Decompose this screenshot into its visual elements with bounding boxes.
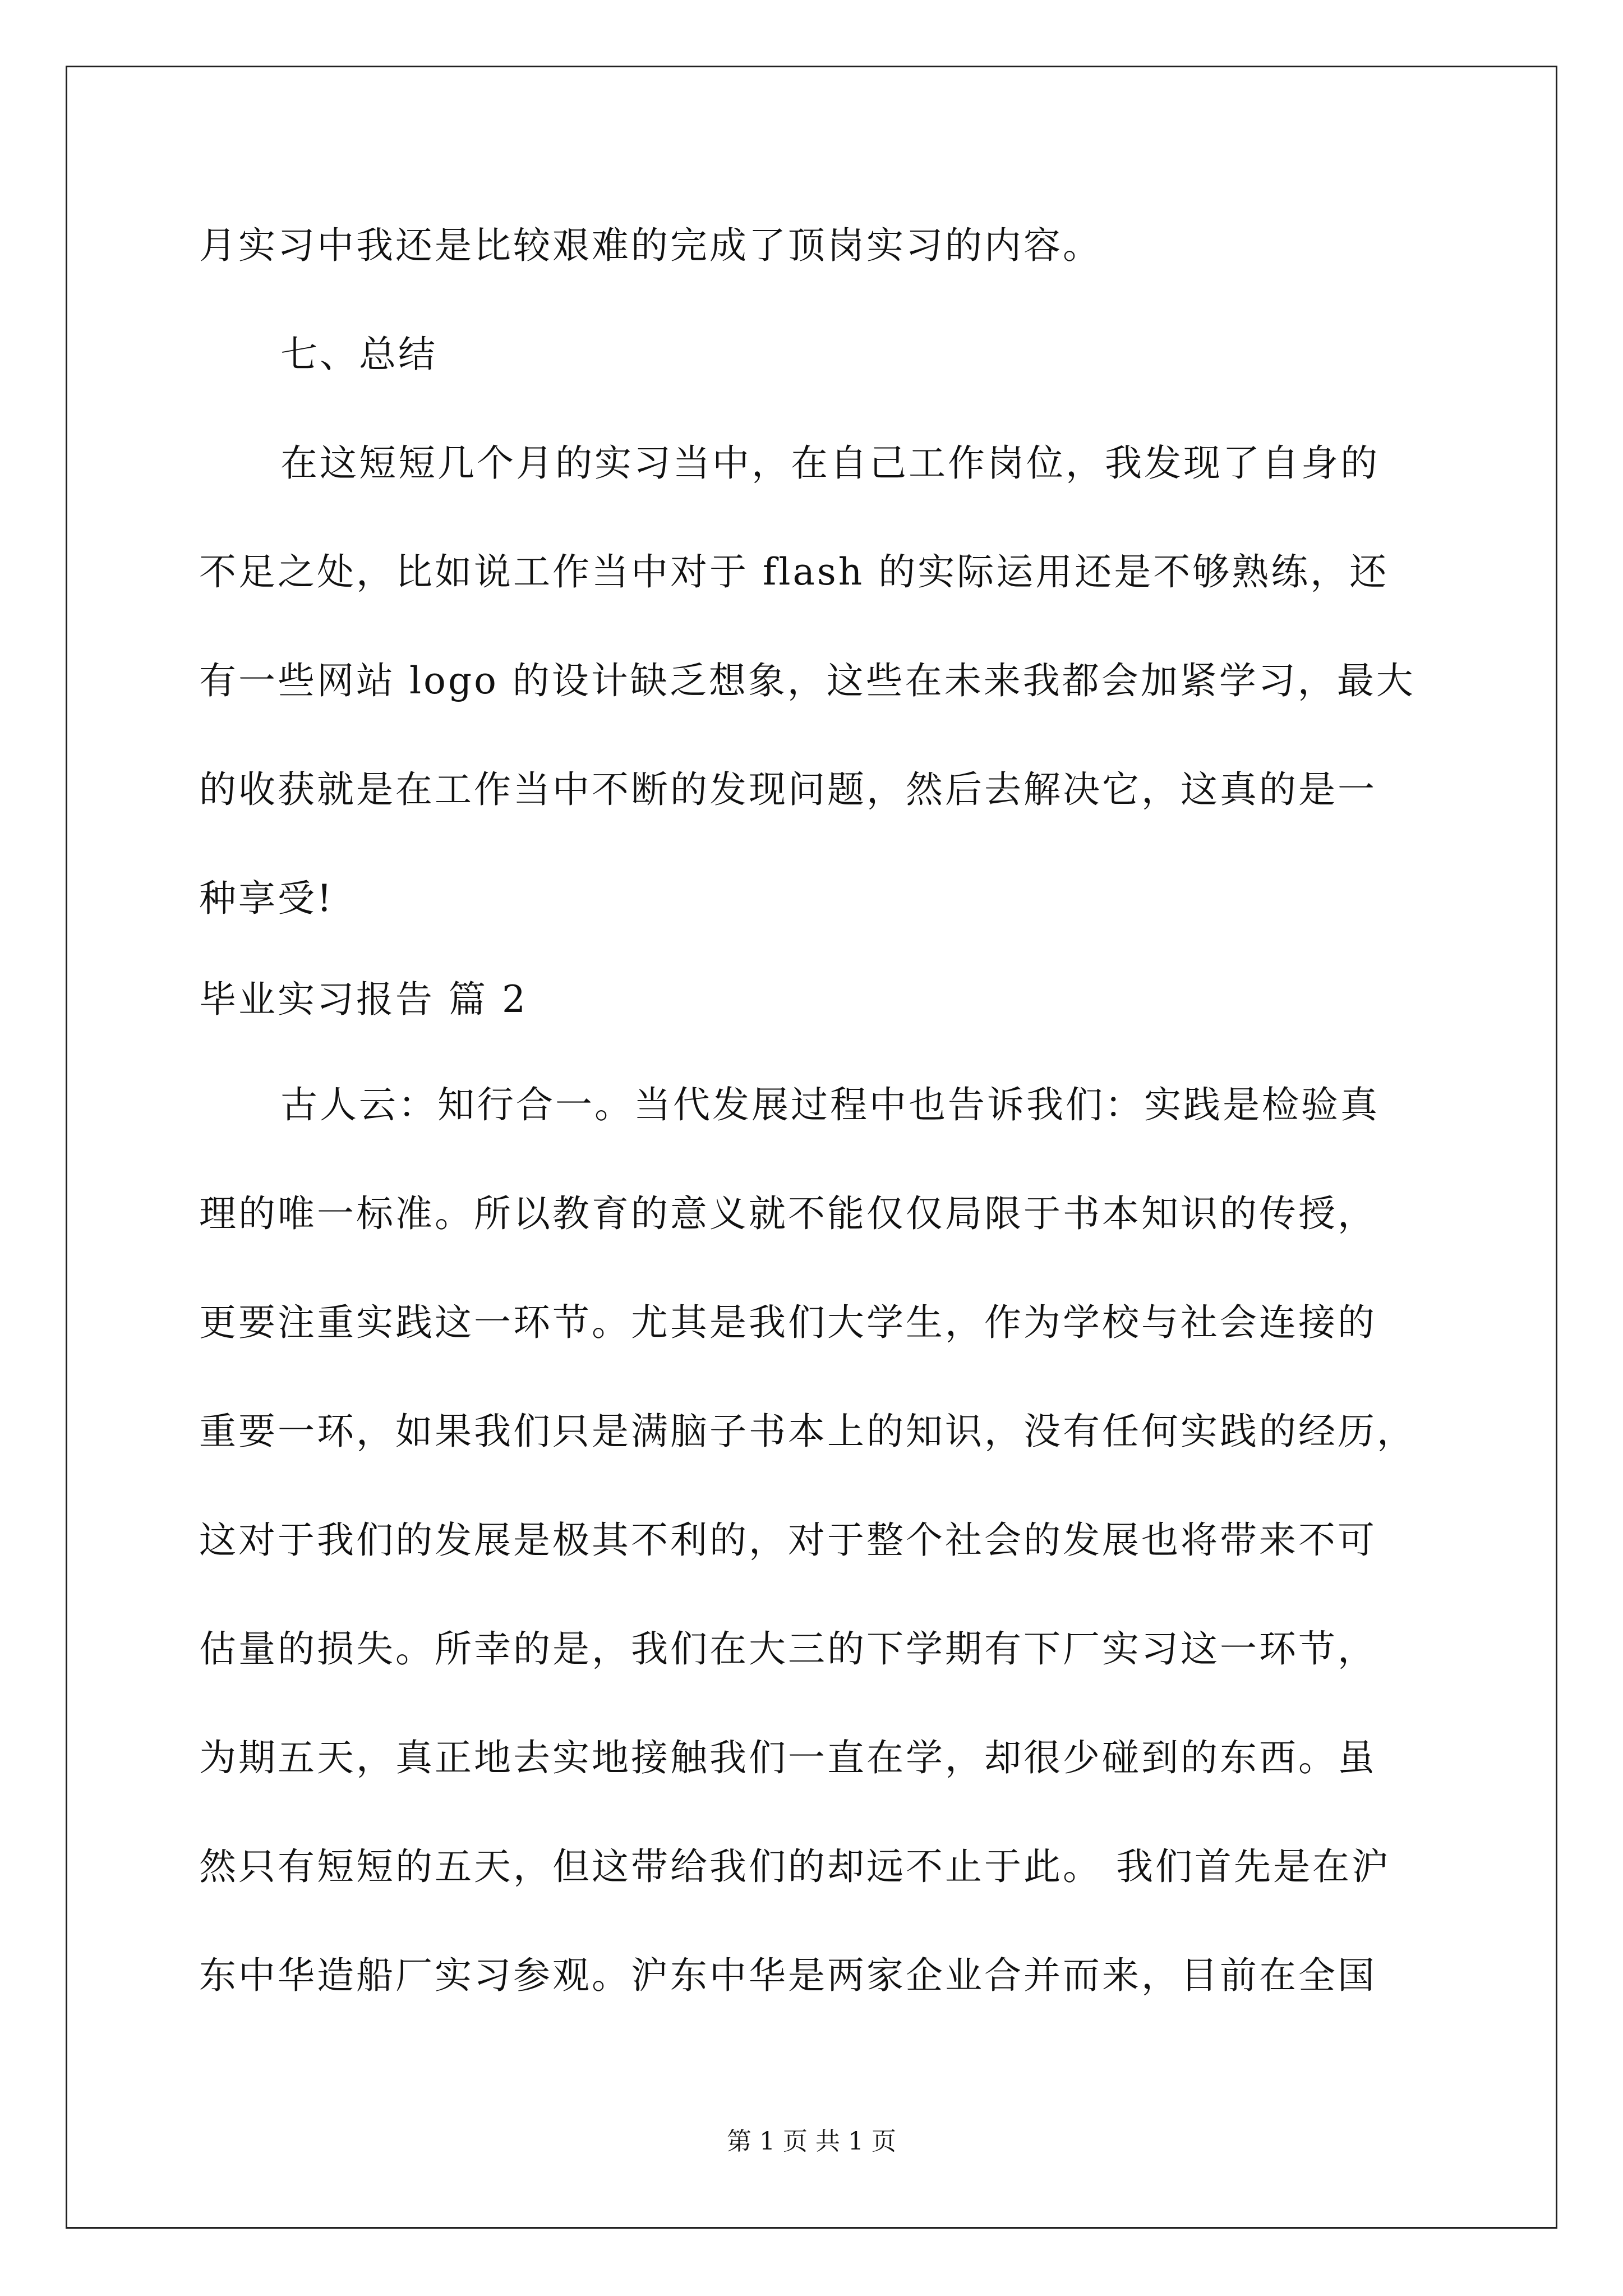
- text-line: 估量的损失。所幸的是，我们在大三的下学期有下厂实习这一环节，: [199, 1627, 1377, 1671]
- section-heading: 七、总结: [280, 333, 437, 376]
- text-line: 有一些网站 logo 的设计缺乏想象，这些在未来我都会加紧学习，最大: [199, 659, 1415, 702]
- text-line: 东中华造船厂实习参观。沪东中华是两家企业合并而来，目前在全国: [199, 1954, 1377, 1997]
- text-line: 更要注重实践这一环节。尤其是我们大学生，作为学校与社会连接的: [199, 1301, 1377, 1344]
- text-line: 古人云：知行合一。当代发展过程中也告诉我们：实践是检验真: [280, 1083, 1380, 1126]
- text-line: 重要一环，如果我们只是满脑子书本上的知识，没有任何实践的经历，: [199, 1410, 1416, 1453]
- text-line: 在这短短几个月的实习当中，在自己工作岗位，我发现了自身的: [280, 441, 1380, 485]
- text-line: 理的唯一标准。所以教育的意义就不能仅仅局限于书本知识的传授，: [199, 1192, 1377, 1235]
- page-frame: [66, 66, 1557, 2229]
- text-line: 不足之处，比如说工作当中对于 flash 的实际运用还是不够熟练，还: [199, 550, 1389, 593]
- text-line: 种享受!: [199, 877, 334, 920]
- page-footer: 第 1 页 共 1 页: [727, 2127, 896, 2156]
- text-line: 月实习中我还是比较艰难的完成了顶岗实习的内容。: [199, 224, 1102, 267]
- text-line: 为期五天，真正地去实地接触我们一直在学，却很少碰到的东西。虽: [199, 1736, 1377, 1779]
- report-title: 毕业实习报告 篇 2: [199, 978, 528, 1021]
- text-line: 的收获就是在工作当中不断的发现问题，然后去解决它，这真的是一: [199, 768, 1377, 811]
- text-line: 这对于我们的发展是极其不利的，对于整个社会的发展也将带来不可: [199, 1519, 1377, 1562]
- text-line: 然只有短短的五天，但这带给我们的却远不止于此。 我们首先是在沪: [199, 1845, 1391, 1888]
